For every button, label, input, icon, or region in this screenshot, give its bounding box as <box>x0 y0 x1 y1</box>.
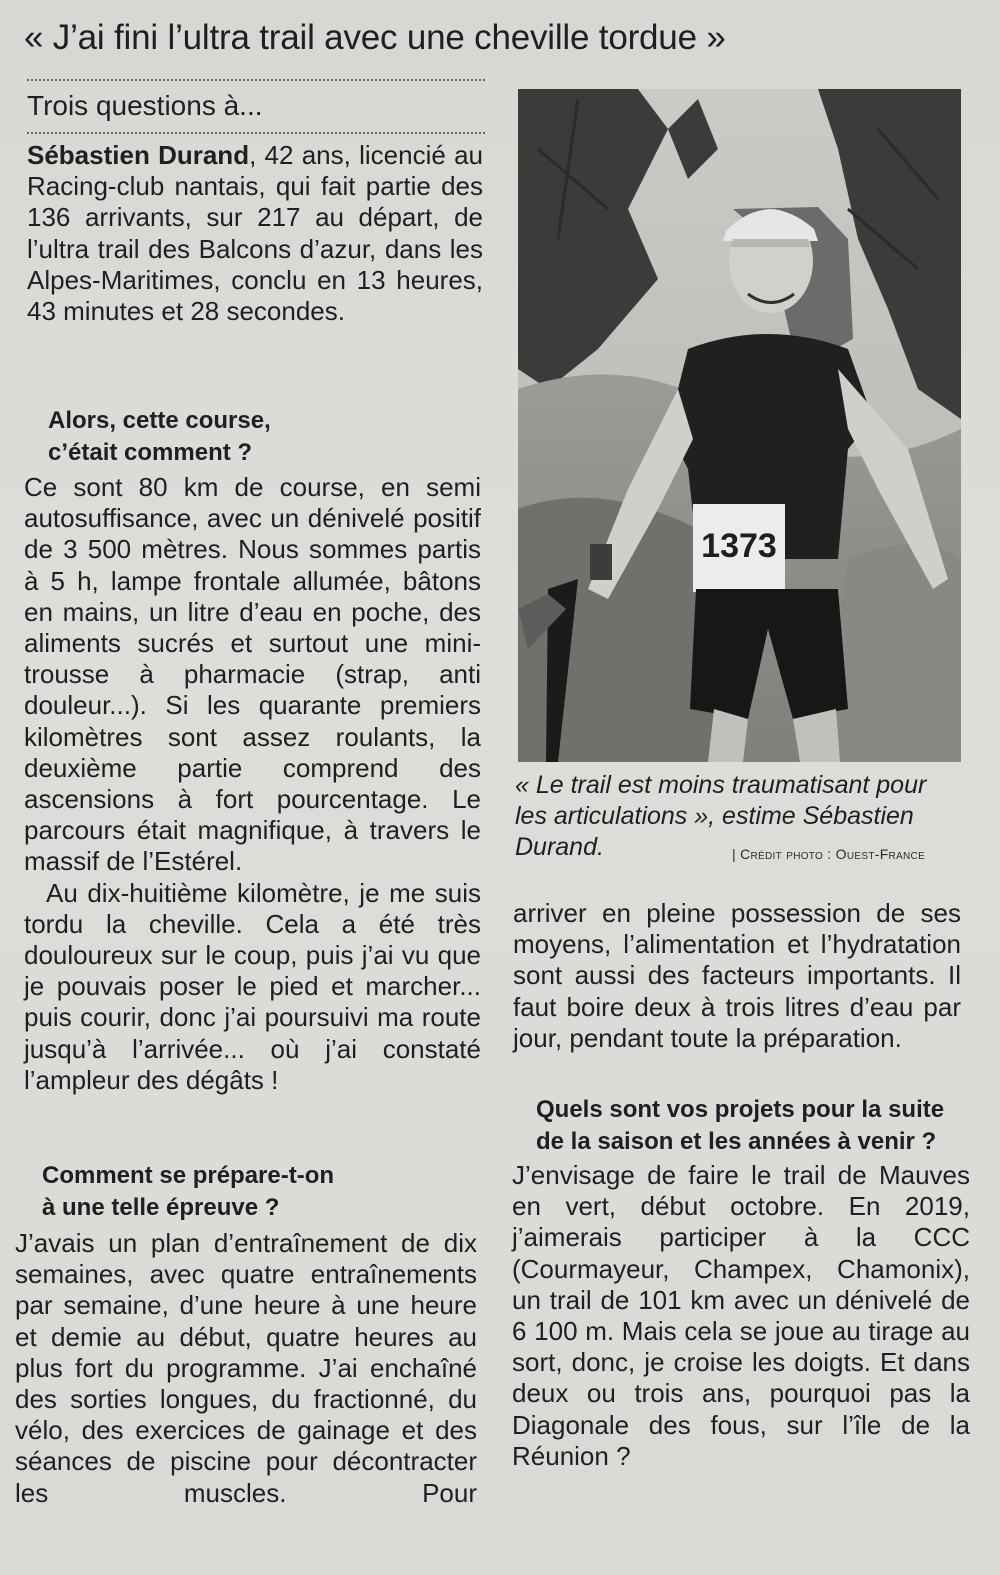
bib-number: 1373 <box>701 527 777 565</box>
photo-credit: | Crédit photo : Ouest-France <box>732 846 926 862</box>
answer-2-paragraph: J’avais un plan d’entraînement de dix semaines, avec quatre entraînements par semaine, d’une heure à une heure et demie au début, quatre heures au plus fort du programme. J’ai enchaîné des sorties longues, du fractionné, du vélo, des exercices de gainage et des séances de piscine pour décontracter les muscles. Pour <box>15 1228 477 1508</box>
question-2 <box>42 1160 462 1224</box>
answer-1-paragraph-2: Au dix-huitième kilomètre, je me suis tordu la cheville. Cela a été très douloureux sur le coup, puis j’ai vu que je pouvais poser le pied et marcher... puis courir, donc j’ai poursuivi ma route jusqu’à l’arrivée... où j’ai constaté l’ampleur des dégâts ! <box>24 877 481 1095</box>
intro-text: , 42 ans, licencié au Racing-club nantais, qui fait partie des 136 arrivants, sur 217 au départ, de l’ultra trail des Balcons d’azur, dans les Alpes-Maritimes, conclu en 13 heures, 43 minutes et 28 secondes. <box>27 140 483 327</box>
answer-3-paragraph: J’envisage de faire le trail de Mauves en vert, début octobre. En 2019, j’aimerais participer à la CCC (Courmayeur, Champex, Chamonix), un trail de 101 km avec un dénivelé de 6 100 m. Mais cela se joue au tirage au sort, donc, je croise les doigts. Et dans deux ou trois ans, pourquoi pas la Diagonale des fous, sur l’île de la Réunion ? <box>512 1160 970 1471</box>
answer-2-continued <box>513 898 961 1054</box>
divider <box>27 132 485 134</box>
answer-2-continued-paragraph: arriver en pleine possession de ses moyens, l’alimentation et l’hydratation sont aussi des facteurs importants. Il faut boire deux à trois litres d’eau par jour, pendant toute la préparation. <box>513 898 961 1053</box>
question-3-line-2: de la saison et les années à venir ? <box>536 1128 937 1155</box>
question-2-line-1: Comment se prépare-t-on <box>42 1162 335 1189</box>
kicker: Trois questions à... <box>27 90 263 121</box>
question-3 <box>536 1094 966 1158</box>
question-1 <box>48 405 468 469</box>
question-3-line-1: Quels sont vos projets pour la suite <box>536 1096 945 1123</box>
answer-3 <box>512 1160 970 1472</box>
photo-caption: « Le trail est moins traumatisant pour les articulations », estime Sébastien Durand. <box>515 771 927 861</box>
question-1-line-2: c’était comment ? <box>48 439 253 466</box>
question-2-line-2: à une telle épreuve ? <box>42 1194 280 1221</box>
question-1-line-1: Alors, cette course, <box>48 407 271 434</box>
intro-paragraph <box>27 140 483 327</box>
answer-2 <box>15 1228 477 1509</box>
runner-photo <box>518 89 961 762</box>
interviewee-name: Sébastien Durand <box>27 140 250 170</box>
answer-1 <box>24 472 481 1096</box>
headline: « J’ai fini l’ultra trail avec une cheville tordue » <box>24 18 726 57</box>
runner-photo-illustration <box>518 89 961 762</box>
divider <box>27 79 485 81</box>
answer-1-paragraph-1: Ce sont 80 km de course, en semi autosuffisance, avec un dénivelé positif de 3 500 mètres. Nous sommes partis à 5 h, lampe frontale allumée, bâtons en mains, un litre d’eau en poche, des aliments sucrés et surtout une mini-trousse à pharmacie (strap, anti douleur...). Si les quarante premiers kilomètres sont assez roulants, la deuxième partie comprend des ascensions à fort pourcentage. Le parcours était magnifique, à travers le massif de l’Estérel. <box>24 472 481 877</box>
